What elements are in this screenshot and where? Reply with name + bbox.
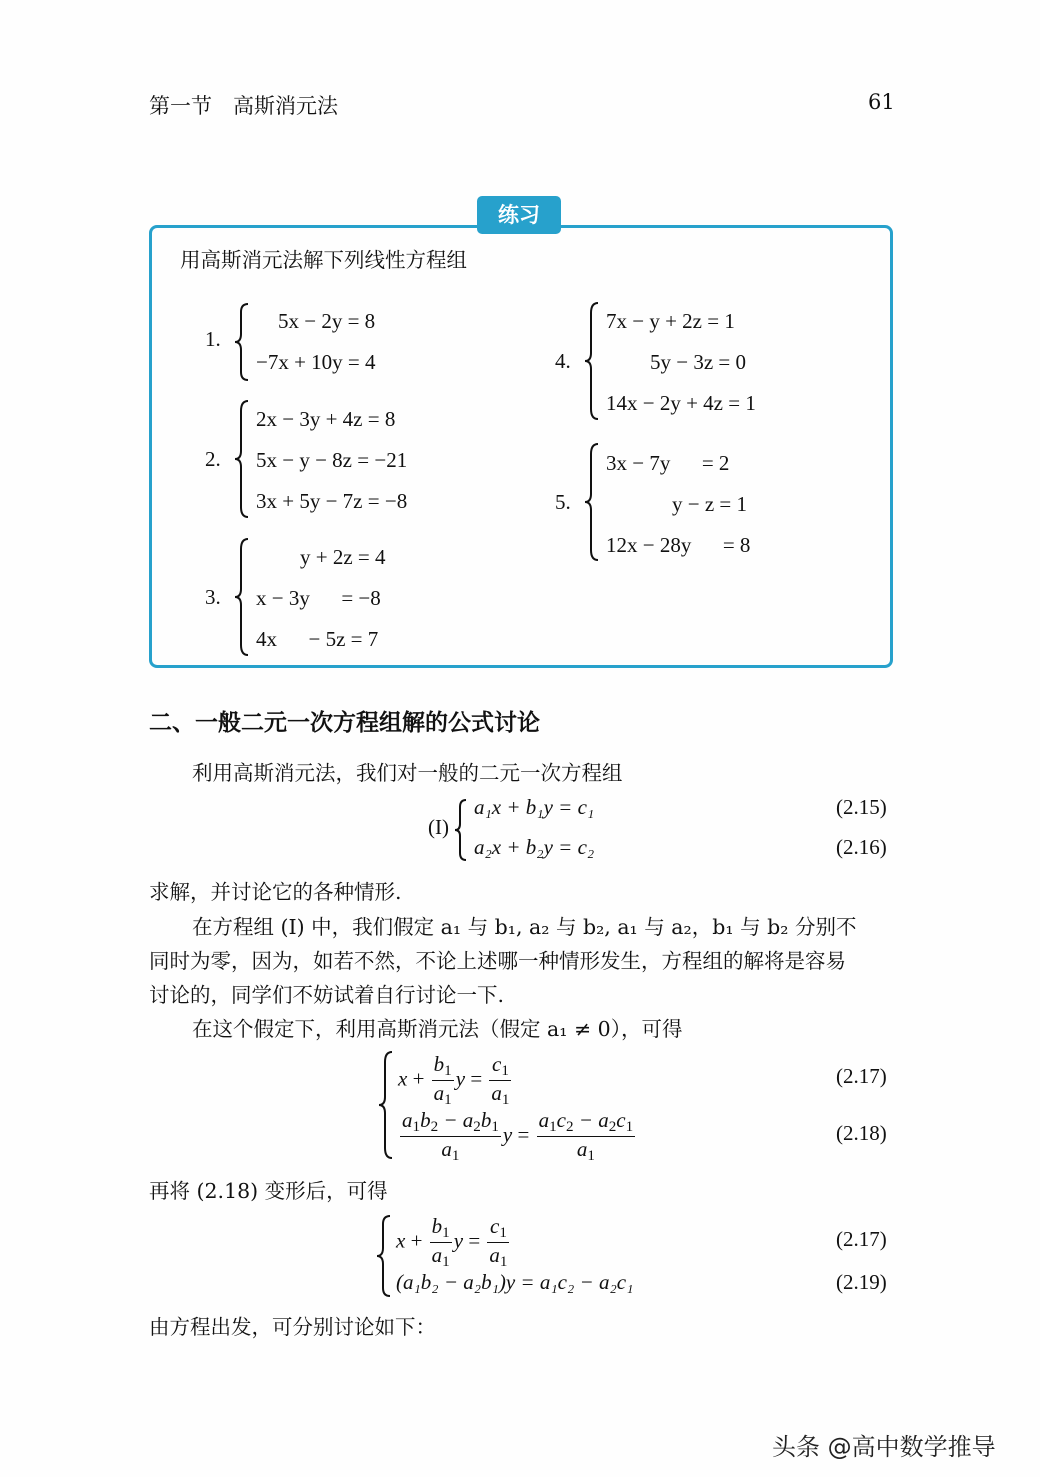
brace-icon: [378, 1050, 394, 1160]
problem-2-row: 3x + 5y − 7z = −8: [256, 489, 408, 513]
paragraph: 由方程出发，可分别讨论如下：: [149, 1315, 436, 1339]
section-intro: 利用高斯消元法，我们对一般的二元一次方程组: [192, 761, 623, 785]
problem-5-label: 5.: [555, 490, 571, 514]
paragraph: 同时为零，因为，如若不然，不论上述哪一种情形发生，方程组的解将是容易: [149, 949, 846, 973]
section-title: 二、一般二元一次方程组解的公式讨论: [149, 709, 540, 736]
problem-1-row: −7x + 10y = 4: [256, 350, 376, 374]
paragraph: 在方程组 (I) 中，我们假定 a₁ 与 b₁, a₂ 与 b₂, a₁ 与 a₂，b₁ 与 b₂ 分别不: [192, 915, 857, 939]
problem-2-label: 2.: [205, 447, 221, 471]
problem-4-row: 7x − y + 2z = 1: [606, 309, 735, 333]
problem-5-row: 12x − 28y = 8: [606, 533, 751, 557]
paragraph: 再将 (2.18) 变形后，可得: [149, 1179, 388, 1203]
problem-3-label: 3.: [205, 585, 221, 609]
brace-icon: [234, 537, 250, 657]
paragraph: 在这个假定下，利用高斯消元法（假定 a₁ ≠ 0），可得: [192, 1017, 683, 1041]
paragraph: 求解，并讨论它的各种情形.: [149, 880, 402, 904]
problem-3-row: x − 3y = −8: [256, 586, 381, 610]
watermark: 头条 @高中数学推导: [772, 1433, 996, 1461]
problem-5-row: y − z = 1: [672, 492, 748, 516]
equation-2-17: x + $\frac{b_1}{a_1}$ y = $\frac{c_1}{a_1}$: [398, 1052, 510, 1108]
brace-icon: [584, 442, 600, 562]
problem-1-label: 1.: [205, 327, 221, 351]
equation-2-17-repeat: x + $\frac{b_1}{a_1}$ y = $\frac{c_1}{a_1}$: [396, 1214, 508, 1270]
brace-icon: [234, 302, 250, 382]
problem-4-label: 4.: [555, 349, 571, 373]
system-label: (I): [428, 815, 449, 839]
equation-2-15: a₁x + b₁y = c₁: [474, 795, 595, 819]
problem-4-row: 5y − 3z = 0: [650, 350, 747, 374]
equation-2-16: a₂x + b₂y = c₂: [474, 835, 595, 859]
equation-2-18: $\frac{a_1b_2 - a_2b_1}{a_1}$ y = $\frac{a_1c_2 - a_2c_1}{a_1}$: [402, 1108, 634, 1164]
equation-number: (2.17): [836, 1227, 887, 1251]
equation-number: (2.15): [836, 795, 887, 819]
problem-3-row: y + 2z = 4: [300, 545, 386, 569]
problem-2-row: 5x − y − 8z = −21: [256, 448, 408, 472]
equation-2-19: (a₁b₂ − a₂b₁)y = a₁c₂ − a₂c₁: [396, 1270, 634, 1294]
page-number: 61: [868, 90, 895, 114]
brace-icon: [234, 399, 250, 519]
brace-icon: [376, 1214, 392, 1298]
equation-number: (2.19): [836, 1270, 887, 1294]
paragraph: 讨论的，同学们不妨试着自行讨论一下.: [149, 983, 505, 1007]
brace-icon: [584, 301, 600, 421]
equation-number: (2.16): [836, 835, 887, 859]
exercise-badge: 练习: [477, 196, 561, 234]
problem-1-row: 5x − 2y = 8: [278, 309, 376, 333]
problem-4-row: 14x − 2y + 4z = 1: [606, 391, 756, 415]
brace-icon: [454, 798, 468, 862]
equation-number: (2.18): [836, 1121, 887, 1145]
problem-2-row: 2x − 3y + 4z = 8: [256, 407, 396, 431]
exercise-instruction: 用高斯消元法解下列线性方程组: [180, 248, 467, 272]
problem-3-row: 4x − 5z = 7: [256, 627, 379, 651]
running-header: 第一节 高斯消元法: [149, 94, 338, 118]
problem-5-row: 3x − 7y = 2: [606, 451, 730, 475]
equation-number: (2.17): [836, 1064, 887, 1088]
